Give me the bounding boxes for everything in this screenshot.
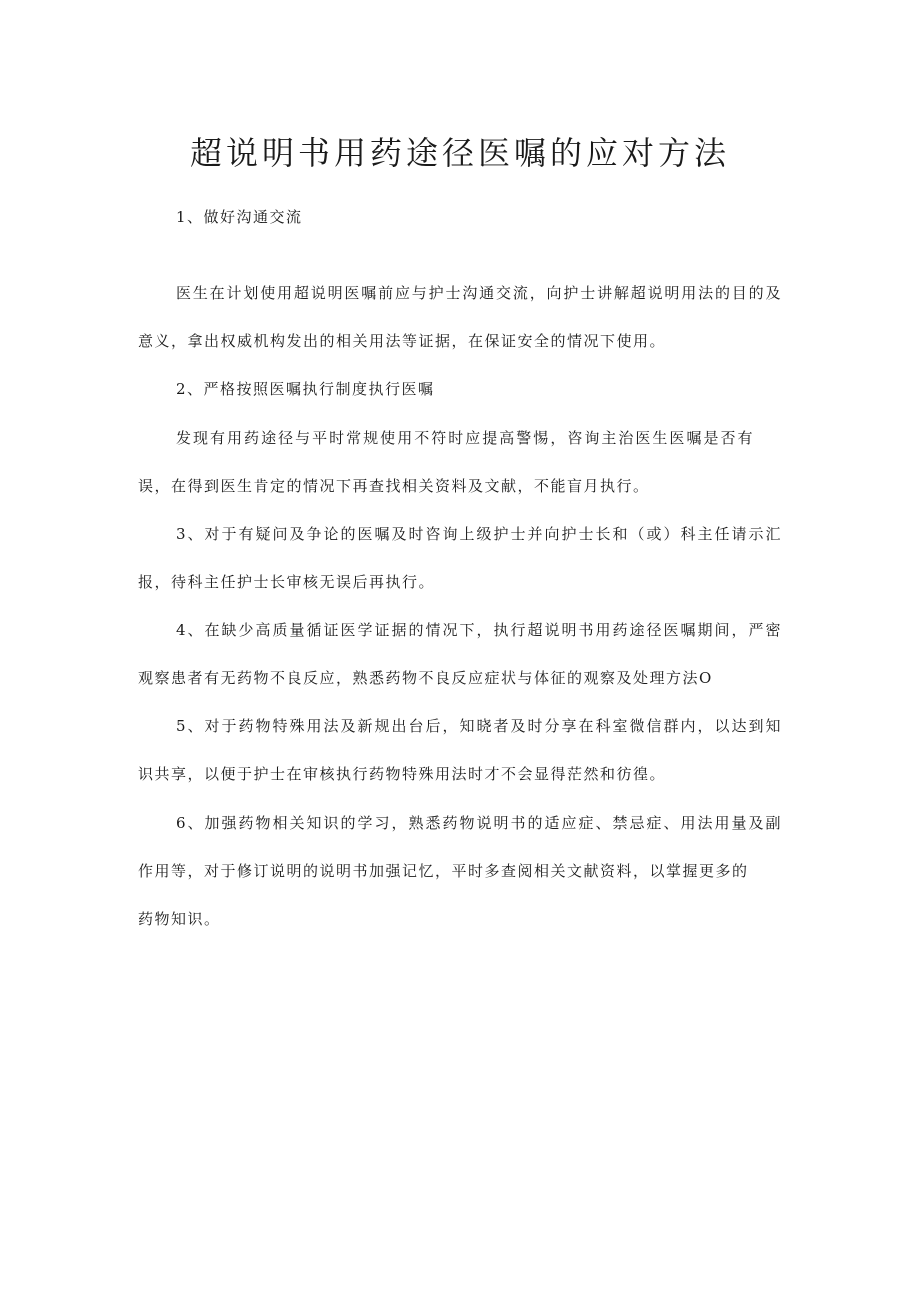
section-heading: 2、严格按照医嘱执行制度执行医嘱 <box>176 380 435 398</box>
paragraph-line: 4、在缺少高质量循证医学证据的情况下，执行超说明书用药途径医嘱期间，严密 <box>176 621 782 639</box>
paragraph-line: 6、加强药物相关知识的学习，熟悉药物说明书的适应症、禁忌症、用法用量及副 <box>176 814 782 832</box>
paragraph-line: 识共享，以便于护士在审核执行药物特殊用法时才不会显得茫然和彷徨。 <box>138 765 667 783</box>
paragraph-line: 医生在计划使用超说明医嘱前应与护士沟通交流，向护士讲解超说明用法的目的及 <box>176 284 782 302</box>
paragraph-line: 作用等，对于修订说明的说明书加强记忆，平时多查阅相关文献资料，以掌握更多的 <box>138 862 749 880</box>
page-title: 超说明书用药途径医嘱的应对方法 <box>189 134 730 172</box>
paragraph-line: 误，在得到医生肯定的情况下再查找相关资料及文献，不能盲月执行。 <box>138 477 650 495</box>
paragraph-line: 意义，拿出权威机构发出的相关用法等证据，在保证安全的情况下使用。 <box>138 332 667 350</box>
paragraph-line: 发现有用药途径与平时常规使用不符时应提高警惕，咨询主治医生医嘱是否有 <box>176 429 754 447</box>
paragraph-line: 药物知识。 <box>138 910 221 928</box>
paragraph-line: 观察患者有无药物不良反应，熟悉药物不良反应症状与体征的观察及处理方法O <box>138 669 713 687</box>
section-heading: 1、做好沟通交流 <box>176 208 303 226</box>
paragraph-line: 3、对于有疑问及争论的医嘱及时咨询上级护士并向护士长和（或）科主任请示汇 <box>176 525 782 543</box>
paragraph-line: 报，待科主任护士长审核无误后再执行。 <box>138 573 436 591</box>
paragraph-line: 5、对于药物特殊用法及新规出台后，知晓者及时分享在科室微信群内，以达到知 <box>176 717 782 735</box>
